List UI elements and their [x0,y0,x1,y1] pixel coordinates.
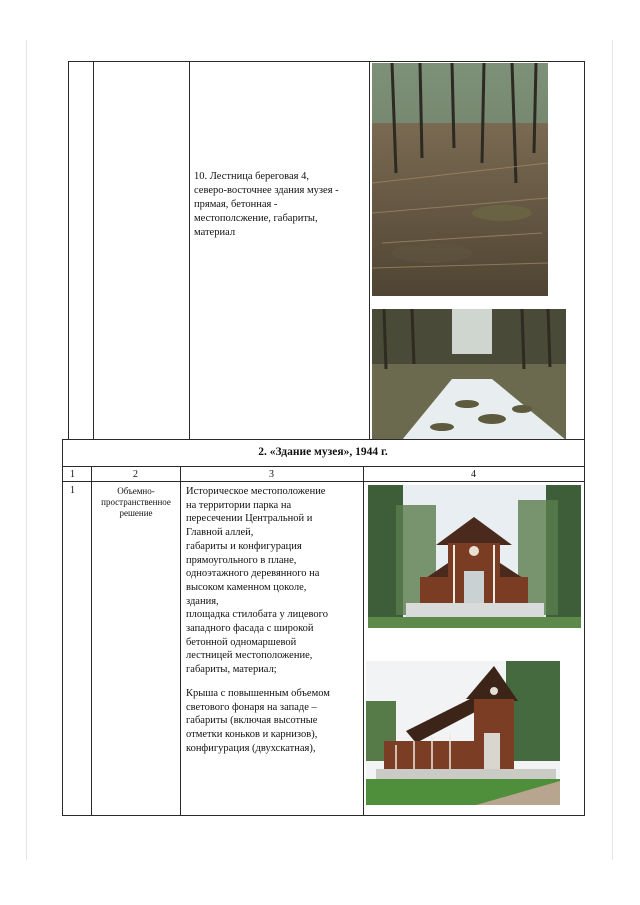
museum-photo-front [368,485,581,628]
col-divider-1-top [93,61,94,439]
header-row-top-border [62,466,584,467]
col-number-2: 2 [133,469,138,480]
col-divider-3-top [369,61,370,439]
snow-photo-graphic [372,309,566,440]
scan-edge-left [26,40,27,860]
row-category: Объемно- пространственное решение [101,486,171,518]
section-row-right-border [584,439,585,466]
table-left-border-top [68,61,69,439]
table-right-border-top [584,61,585,439]
table-right-border-main [584,466,585,815]
col-number-3: 3 [269,469,274,480]
scan-edge-right [612,40,613,860]
row-number: 1 [70,485,75,496]
row-description-2: Крыша с повышенным объемом светового фонаря на западе – габариты (включая высотные отметки коньков и карнизов), конфигурация (двухскатная), [186,688,330,754]
table-top-border [68,61,584,62]
museum-side-graphic [366,661,560,805]
col-number-4: 4 [471,469,476,480]
row-description-1: Историческое местоположение на территории парка на пересечении Центральной и Главной аллей, габариты и конфигурация прямоугольного в плане, одноэтажного деревянного на высоком каменном цоколе, здания, площадка стилобата у лицевого западного фасада с широкой бетонной одномаршевой лестницей местоположение, габариты, материал; [186,486,328,676]
section-row-top-border [62,439,584,440]
col-number-1: 1 [70,469,75,480]
col-divider-2-main [180,466,181,815]
table-bottom-border [62,815,585,816]
stair-photo-snow [372,309,566,440]
col-divider-2-top [189,61,190,439]
museum-photo-side [366,661,560,805]
stair-description: 10. Лестница береговая 4, северо-восточнее здания музея - прямая, бетонная - местополсжение, габариты, материал [194,171,339,238]
col-divider-3-main [363,466,364,815]
table-left-border-main [62,466,63,815]
museum-front-graphic [368,485,581,628]
forest-photo-graphic [372,63,548,296]
section-title: 2. «Здание музея», 1944 г. [258,446,388,458]
stair-photo-forest [372,63,548,296]
